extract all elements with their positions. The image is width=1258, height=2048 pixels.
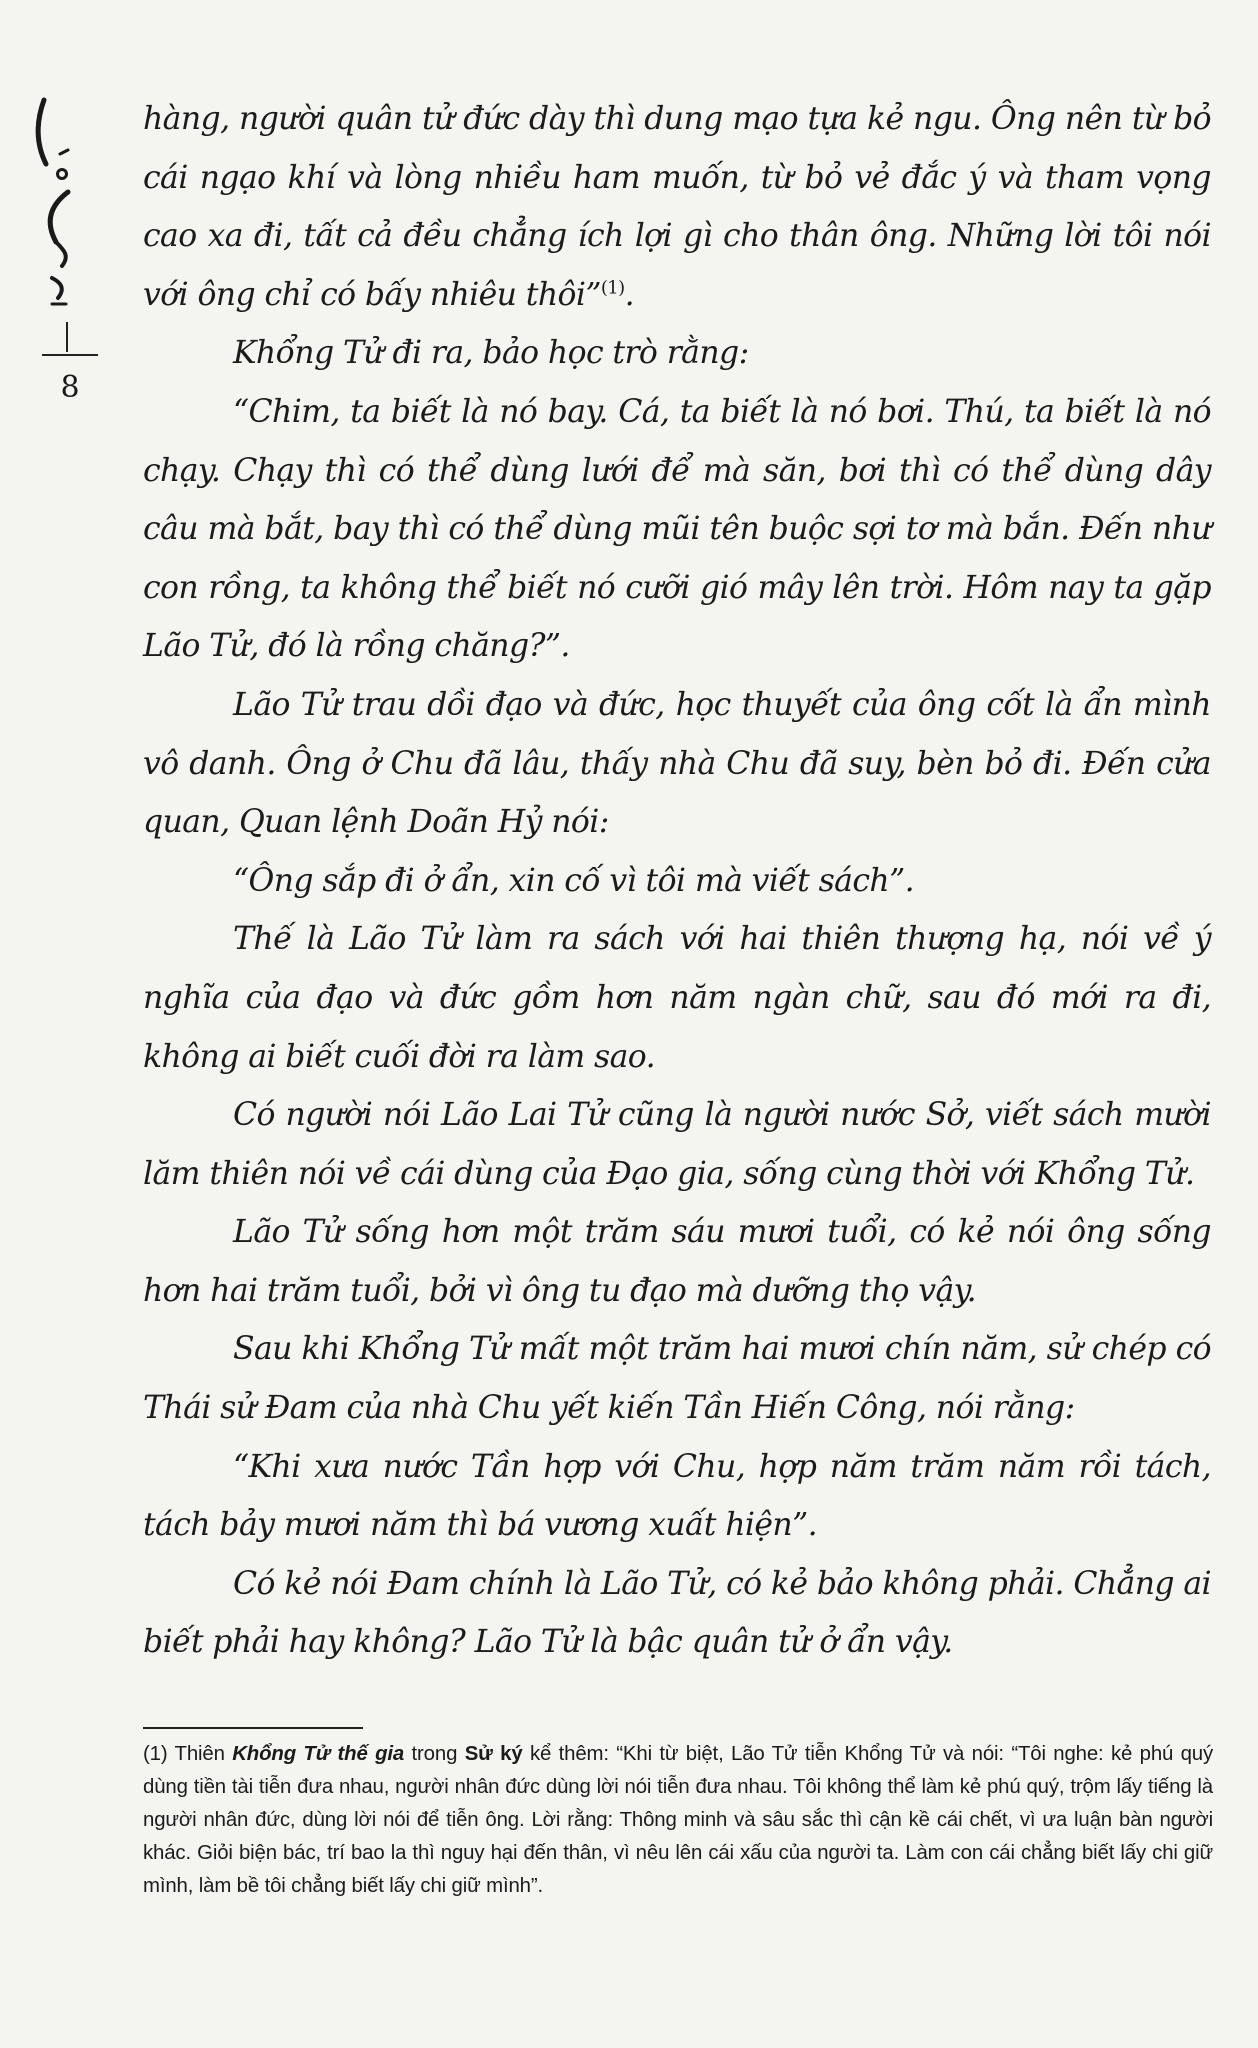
body-text — [143, 90, 1211, 1672]
paragraph-7: Có người nói Lão Lai Tử cũng là người nước Sở, viết sách mười lăm thiên nói về cái dùng của Đạo gia, sống cùng thời với Khổng Tử. — [143, 1097, 1211, 1192]
paragraph-8: Lão Tử sống hơn một trăm sáu mươi tuổi, có kẻ nói ông sống hơn hai trăm tuổi, bởi vì ông tu đạo mà dưỡng thọ vậy. — [143, 1214, 1211, 1309]
paragraph-9: Sau khi Khổng Tử mất một trăm hai mươi chín năm, sử chép có Thái sử Đam của nhà Chu yết kiến Tần Hiến Công, nói rằng: — [143, 1331, 1211, 1427]
paragraph-4: Lão Tử trau dồi đạo và đức, học thuyết của ông cốt là ẩn mình vô danh. Ông ở Chu đã lâu, thấy nhà Chu đã suy, bèn bỏ đi. Đến cửa quan, Quan lệnh Doãn Hỷ nói: — [143, 686, 1211, 841]
running-title-calligraphy — [22, 92, 92, 342]
footnote-1: (1) Thiên Khổng Tử thế gia trong Sử ký kể thêm: “Khi từ biệt, Lão Tử tiễn Khổng Tử và nói: “Tôi nghe: kẻ phú quý dùng tiền tài tiễn đưa nhau, người nhân đức dùng lời nói tiễn đưa nhau. Tôi không thể làm kẻ phú quý, trộm lấy tiếng là người nhân đức, dùng lời nói để tiễn ông. Lời rằng: Thông minh và sâu sắc thì cận kề cái chết, vì ưa luận bàn người khác. Giỏi biện bác, trí bao la thì nguy hại đến thân, vì nêu lên cái xấu của người ta. Làm con cái chẳng biết lấy chi giữ mình, làm bề tôi chẳng biết lấy chi giữ mình”. — [143, 1743, 1214, 1897]
margin-rule-vertical — [66, 322, 68, 352]
paragraph-6: Thế là Lão Tử làm ra sách với hai thiên thượng hạ, nói về ý nghĩa của đạo và đức gồm hơn năm ngàn chữ, sau đó mới ra đi, không ai biết cuối đời ra làm sao. — [143, 921, 1211, 1075]
paragraph-1: hàng, người quân tử đức dày thì dung mạo tựa kẻ ngu. Ông nên từ bỏ cái ngạo khí và lòng nhiều ham muốn, từ bỏ vẻ đắc ý và tham vọng cao xa đi, tất cả đều chẳng ích lợi gì cho thân ông. Những lời tôi nói với ông chỉ có bấy nhiêu thôi”$^{(1)}$. — [143, 101, 1211, 313]
paragraph-10: “Khi xưa nước Tần hợp với Chu, hợp năm trăm năm rồi tách, tách bảy mươi năm thì bá vương xuất hiện”. — [143, 1448, 1211, 1544]
footnote-work-title: Khổng Tử thế gia — [232, 1743, 405, 1765]
footnotes — [143, 1738, 1213, 1903]
footnote-separator — [143, 1727, 363, 1729]
margin-running-header — [22, 92, 92, 422]
margin-rule-horizontal — [42, 354, 98, 356]
paragraph-3: “Chim, ta biết là nó bay. Cá, ta biết là nó bơi. Thú, ta biết là nó chạy. Chạy thì có thể dùng lưới để mà săn, bơi thì có thể dùng dây câu mà bắt, bay thì có thể dùng mũi tên buộc sợi tơ mà bắn. Đến như con rồng, ta không thể biết nó cưỡi gió mây lên trời. Hôm nay ta gặp Lão Tử, đó là rồng chăng?”. — [143, 393, 1211, 665]
page-number: 8 — [60, 370, 80, 405]
paragraph-11: Có kẻ nói Đam chính là Lão Tử, có kẻ bảo không phải. Chẳng ai biết phải hay không? Lão Tử là bậc quân tử ở ẩn vậy. — [143, 1565, 1212, 1661]
paragraph-2: Khổng Tử đi ra, bảo học trò rằng: — [233, 335, 749, 372]
footnote-source: Sử ký — [464, 1743, 523, 1765]
paragraph-5: “Ông sắp đi ở ẩn, xin cố vì tôi mà viết sách”. — [233, 862, 914, 899]
footnote-reference[interactable]: (1) — [600, 277, 625, 299]
